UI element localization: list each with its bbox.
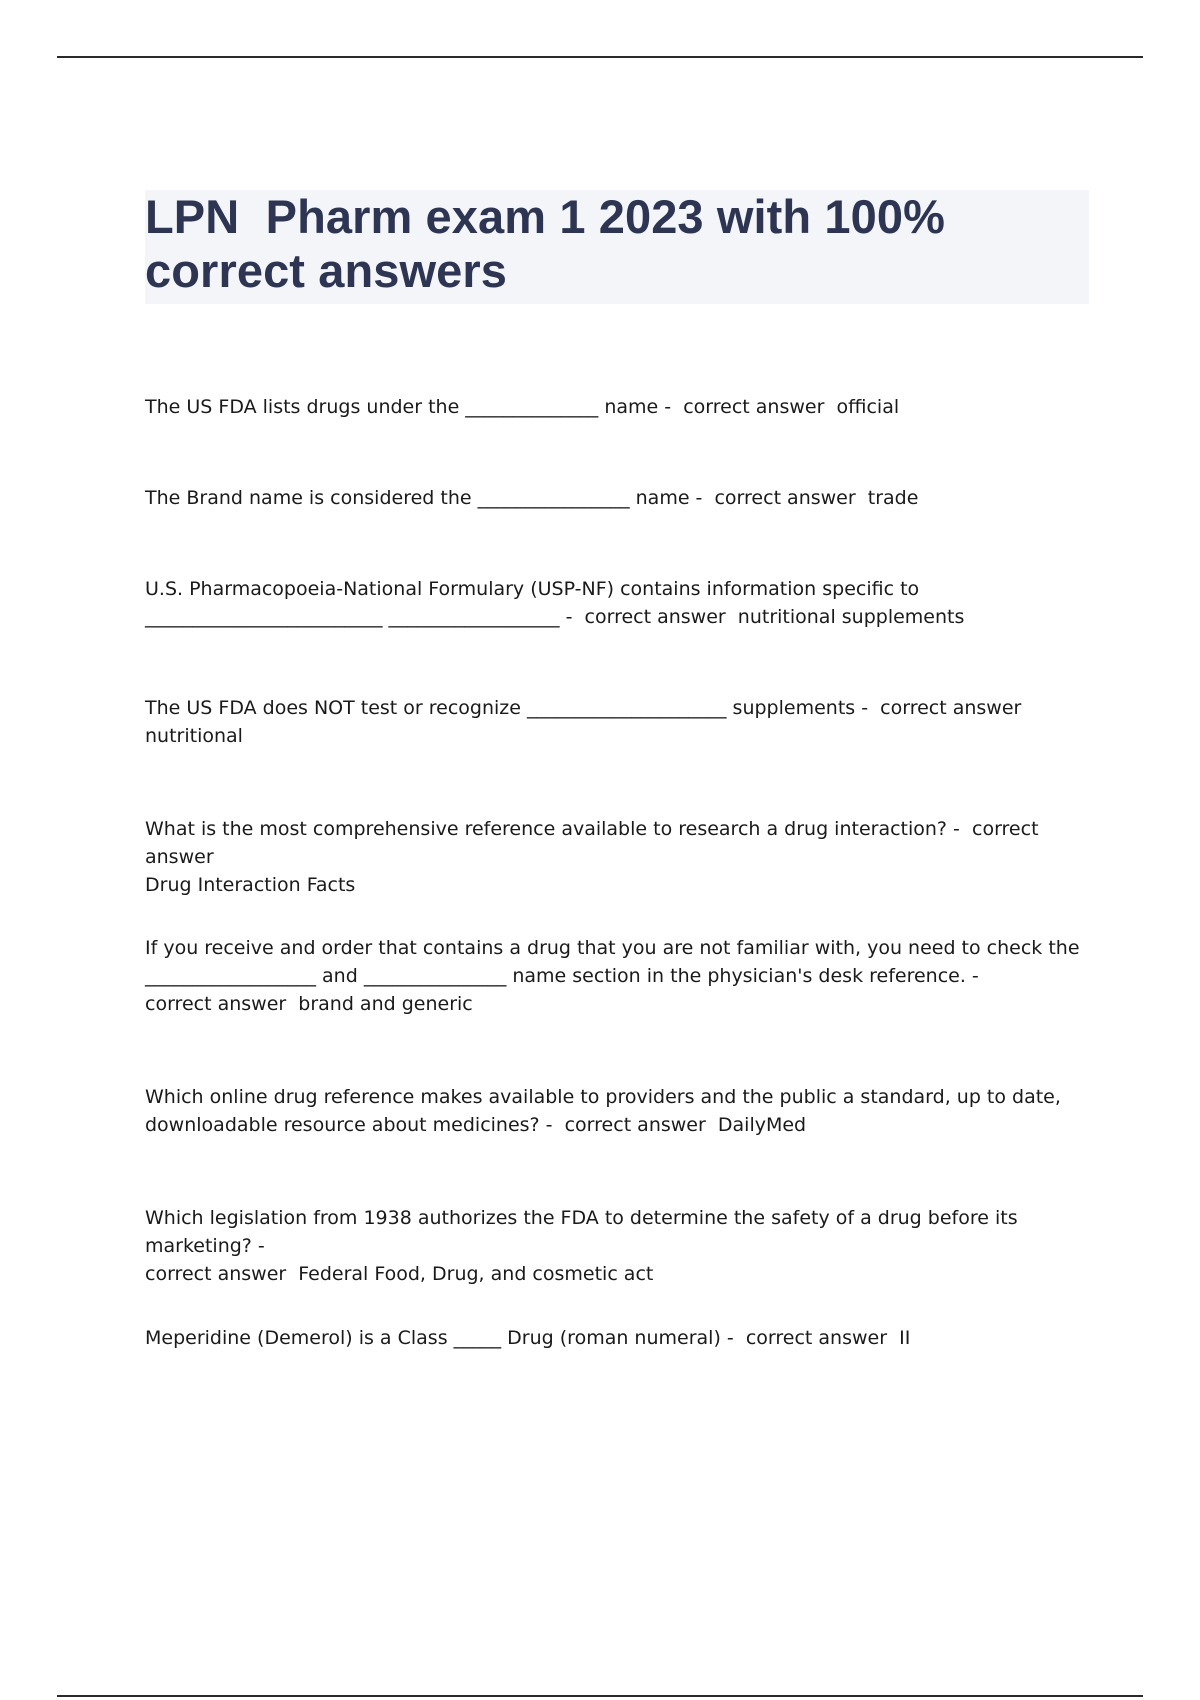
page-title: LPN Pharm exam 1 2023 with 100% correct answers — [145, 190, 945, 297]
qa-item: Meperidine (Demerol) is a Class _____ Drug (roman numeral) - correct answer II — [145, 1327, 911, 1349]
top-rule — [57, 56, 1143, 58]
qa-item: U.S. Pharmacopoeia-National Formulary (USP-NF) contains information specific to _________________________ __________________ - correct answer nutritional supplements — [145, 578, 965, 628]
qa-item: What is the most comprehensive reference available to research a drug interaction? - correct answer Drug Interaction Facts — [145, 818, 1039, 896]
qa-item: Which online drug reference makes available to providers and the public a standard, up to date, downloadable resource about medicines? - correct answer DailyMed — [145, 1086, 1061, 1136]
bottom-rule — [57, 1695, 1143, 1697]
qa-item: The US FDA lists drugs under the ______________ name - correct answer official — [145, 396, 900, 418]
qa-item: The US FDA does NOT test or recognize _____________________ supplements - correct answer nutritional — [145, 697, 1022, 747]
qa-item: Which legislation from 1938 authorizes the FDA to determine the safety of a drug before its marketing? - correct answer Federal Food, Drug, and cosmetic act — [145, 1207, 1018, 1285]
title-block — [145, 190, 1089, 304]
qa-item: If you receive and order that contains a drug that you are not familiar with, you need to check the __________________ and _______________ name section in the physician's desk reference. - correct answer brand and generic — [145, 937, 1080, 1015]
qa-item: The Brand name is considered the ________________ name - correct answer trade — [145, 487, 919, 509]
